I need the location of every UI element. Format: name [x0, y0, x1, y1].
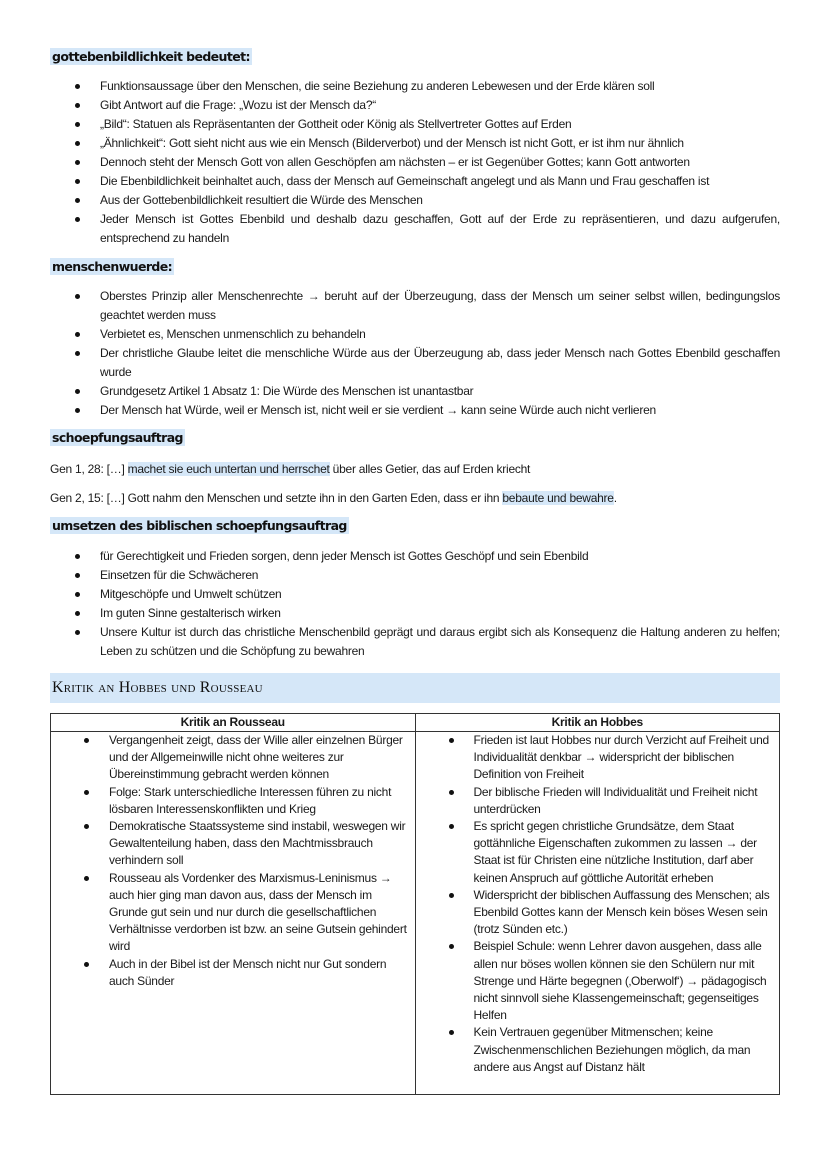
list-item: Verbietet es, Menschen unmenschlich zu behandeln	[50, 325, 780, 344]
banner-title: Kritik an Hobbes und Rousseau	[52, 679, 263, 696]
list-item: Dennoch steht der Mensch Gott von allen Geschöpfen am nächsten – er ist Gegenüber Gottes; kann Gott antworten	[50, 153, 780, 172]
section-heading: schoepfungsauftrag	[52, 430, 183, 445]
bullet-list	[50, 547, 780, 661]
bullet-list	[50, 77, 780, 248]
list-item: Der christliche Glaube leitet die menschliche Würde aus der Überzeugung ab, dass jeder Mensch nach Gottes Ebenbild geschaffen wurde	[50, 344, 780, 382]
quote-highlight: bebaute und bewahre	[502, 491, 614, 505]
list-item: Oberstes Prinzip aller Menschenrechte → beruht auf der Überzeugung, dass der Mensch um seiner selbst willen, bedingungslos geachtet werden muss	[50, 287, 780, 325]
list-item: „Bild“: Statuen als Repräsentanten der Gottheit oder König als Stellvertreter Gottes auf Erden	[50, 115, 780, 134]
list-item: Gibt Antwort auf die Frage: „Wozu ist der Mensch da?“	[50, 96, 780, 115]
quote-text: .	[613, 491, 617, 505]
bullet-list	[51, 732, 415, 990]
section-umsetzen	[50, 517, 780, 661]
list-item: Im guten Sinne gestalterisch wirken	[50, 604, 780, 623]
section-schoepfungsauftrag	[50, 429, 780, 446]
list-item: „Ähnlichkeit“: Gott sieht nicht aus wie ein Mensch (Bilderverbot) und der Mensch ist nicht Gott, er ist ihm nur ähnlich	[50, 134, 780, 153]
list-item: Mitgeschöpfe und Umwelt schützen	[50, 585, 780, 604]
list-item: Folge: Stark unterschiedliche Interessen führen zu nicht lösbaren Interessenskonflikten und Krieg	[51, 784, 415, 818]
list-item: Jeder Mensch ist Gottes Ebenbild und deshalb dazu geschaffen, Gott auf der Erde zu repräsentieren, und dazu aufgerufen, entsprechend zu handeln	[50, 210, 780, 248]
column-header-rousseau: Kritik an Rousseau	[51, 714, 416, 732]
list-item: Unsere Kultur ist durch das christliche Menschenbild geprägt und daraus ergibt sich als Konsequenz die Haltung anderen zu helfen; Leben zu schützen und die Schöpfung zu bewahren	[50, 623, 780, 661]
kritik-banner	[50, 673, 780, 703]
section-heading: gottebenbildlichkeit bedeutet:	[52, 49, 250, 64]
quote-highlight: machet sie euch untertan und herrschet	[127, 462, 330, 476]
list-item: Vergangenheit zeigt, dass der Wille aller einzelnen Bürger und der Allgemeinwille nicht ohne weiteres zur Übereinstimmung gebracht werden können	[51, 732, 415, 784]
quote-text: über alles Getier, das auf Erden kriecht	[329, 462, 531, 476]
list-item: Kein Vertrauen gegenüber Mitmenschen; keine Zwischenmenschlichen Beziehungen möglich, da man andere aus Angst auf Distanz hält	[416, 1024, 780, 1076]
bible-quote-gen-1-28	[50, 460, 530, 479]
kritik-table	[50, 713, 780, 1095]
section-gottebenbildlichkeit	[50, 48, 780, 248]
list-item: Auch in der Bibel ist der Mensch nicht nur Gut sondern auch Sünder	[51, 956, 415, 990]
list-item: Aus der Gottebenbildlichkeit resultiert die Würde des Menschen	[50, 191, 780, 210]
list-item: Funktionsaussage über den Menschen, die seine Beziehung zu anderen Lebewesen und der Erde klären soll	[50, 77, 780, 96]
rousseau-cell	[51, 732, 416, 1095]
list-item: Frieden ist laut Hobbes nur durch Verzicht auf Freiheit und Individualität denkbar → widerspricht der biblischen Definition von Freiheit	[416, 732, 780, 784]
list-item: für Gerechtigkeit und Frieden sorgen, denn jeder Mensch ist Gottes Geschöpf und sein Ebenbild	[50, 547, 780, 566]
list-item: Einsetzen für die Schwächeren	[50, 566, 780, 585]
column-header-hobbes: Kritik an Hobbes	[415, 714, 780, 732]
section-heading: umsetzen des biblischen schoepfungsauftrag	[52, 518, 347, 533]
list-item: Grundgesetz Artikel 1 Absatz 1: Die Würde des Menschen ist unantastbar	[50, 382, 780, 401]
list-item: Es spricht gegen christliche Grundsätze, dem Staat gottähnliche Eigenschaften zukommen zu lassen → der Staat ist für Christen eine nützliche Institution, darf aber keinen Anspruch auf göttliche Autorität erheben	[416, 818, 780, 887]
bullet-list	[50, 287, 780, 420]
list-item: Demokratische Staatssysteme sind instabil, weswegen wir Gewaltenteilung haben, dass den Machtmissbrauch verhindern soll	[51, 818, 415, 870]
quote-text: Gen 2, 15: […] Gott nahm den Menschen und setzte ihn in den Garten Eden, dass er ihn	[50, 491, 503, 505]
list-item: Rousseau als Vordenker des Marxismus-Leninismus → auch hier ging man davon aus, dass der Mensch im Grunde gut sein und nur durch die gesellschaftlichen Verhältnisse verdorben ist bzw. an seine Gutsein gehindert wird	[51, 870, 415, 956]
section-heading: menschenwuerde:	[52, 259, 173, 274]
list-item: Der Mensch hat Würde, weil er Mensch ist, nicht weil er sie verdient → kann seine Würde auch nicht verlieren	[50, 401, 780, 420]
quote-text: Gen 1, 28: […]	[50, 462, 128, 476]
bullet-list	[416, 732, 780, 1076]
list-item: Widerspricht der biblischen Auffassung des Menschen; als Ebenbild Gottes kann der Mensch kein böses Wesen sein (trotz Sünden etc.)	[416, 887, 780, 939]
list-item: Beispiel Schule: wenn Lehrer davon ausgehen, dass alle allen nur böses wollen können sie den Schülern nur mit Strenge und Härte begegnen (‚Oberwolf‘) → pädagogisch nicht sinnvoll siehe Klassengemeinschaft; gegenseitiges Helfen	[416, 938, 780, 1024]
section-menschenwuerde	[50, 258, 780, 420]
list-item: Der biblische Frieden will Individualität und Freiheit nicht unterdrücken	[416, 784, 780, 818]
list-item: Die Ebenbildlichkeit beinhaltet auch, dass der Mensch auf Gemeinschaft angelegt und als Mann und Frau geschaffen ist	[50, 172, 780, 191]
hobbes-cell	[415, 732, 780, 1095]
bible-quote-gen-2-15	[50, 489, 617, 508]
